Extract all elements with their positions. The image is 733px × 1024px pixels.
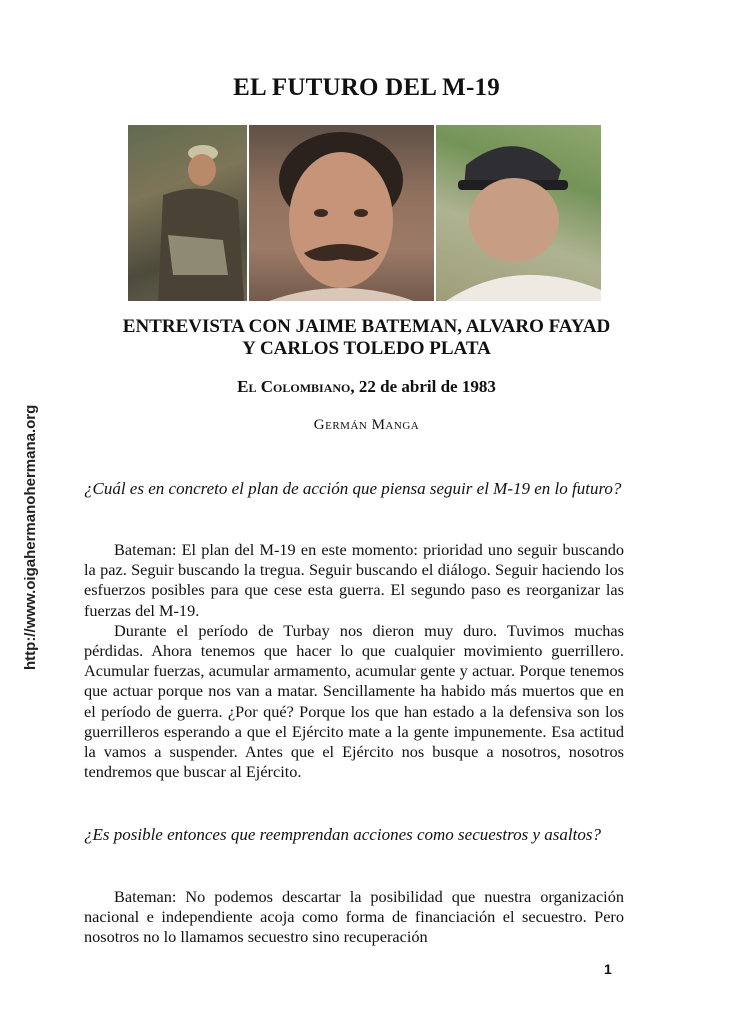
page-number: 1 xyxy=(604,961,612,977)
photo-1 xyxy=(128,125,247,301)
question-1: ¿Cuál es en concreto el plan de acción que piensa seguir el M-19 en lo futuro? xyxy=(84,479,622,498)
question-2: ¿Es posible entonces que reemprendan acciones como secuestros y asaltos? xyxy=(84,825,601,844)
photo-3-portrait xyxy=(436,125,601,301)
answer-1 xyxy=(84,540,624,782)
photo-2 xyxy=(249,125,434,301)
dateline-source: El Colombiano xyxy=(237,377,351,396)
photo-strip xyxy=(128,125,601,301)
photo-3 xyxy=(436,125,601,301)
photo-1-figure xyxy=(128,125,247,301)
photo-2-portrait xyxy=(249,125,434,301)
answer-2-paragraph-1: Bateman: No podemos descartar la posibilidad que nuestra organización nacional e independiente acoja como forma de financiación el secuestro. Pero nosotros no lo llamamos secuestro sino recuperación xyxy=(84,887,624,947)
answer-1-paragraph-2: Durante el período de Turbay nos dieron muy duro. Tuvimos muchas pérdidas. Ahora tenemos que hacer lo que cualquier movimiento guerrillero. Acumular fuerzas, acumular armamento, acumular gente y actuar. Porque tenemos que actuar porque nos van a matar. Sencillamente ha habido más muertos que en el período de guerra. ¿Por qué? Porque los que han estado a la defensiva son los guerrilleros esperando a que el Ejército mate a la gente impunemente. Esa actitud la vamos a suspender. Antes que el Ejército nos busque a nosotros, nosotros tendremos que buscar al Ejército. xyxy=(84,620,624,782)
answer-1-paragraph-1: Bateman: El plan del M-19 en este momento: prioridad uno seguir buscando la paz. Seguir buscando la tregua. Seguir buscando el diálogo. Seguir haciendo los esfuerzos posibles para que cese esta guerra. El segundo paso es reorganizar las fuerzas del M-19. xyxy=(84,540,624,620)
article-title: EL FUTURO DEL M-19 xyxy=(233,74,500,101)
author-name: Germán Manga xyxy=(313,417,420,433)
website-url-text: http://www.oigahermanohermana.org xyxy=(22,404,39,670)
dateline-date: , 22 de abril de 1983 xyxy=(350,377,496,396)
subtitle-line-2: Y CARLOS TOLEDO PLATA xyxy=(242,338,491,359)
article-subtitle xyxy=(0,316,733,360)
dateline xyxy=(0,377,733,397)
subtitle-line-1: ENTREVISTA CON JAIME BATEMAN, ALVARO FAYAD xyxy=(122,316,611,337)
answer-2 xyxy=(84,887,624,948)
